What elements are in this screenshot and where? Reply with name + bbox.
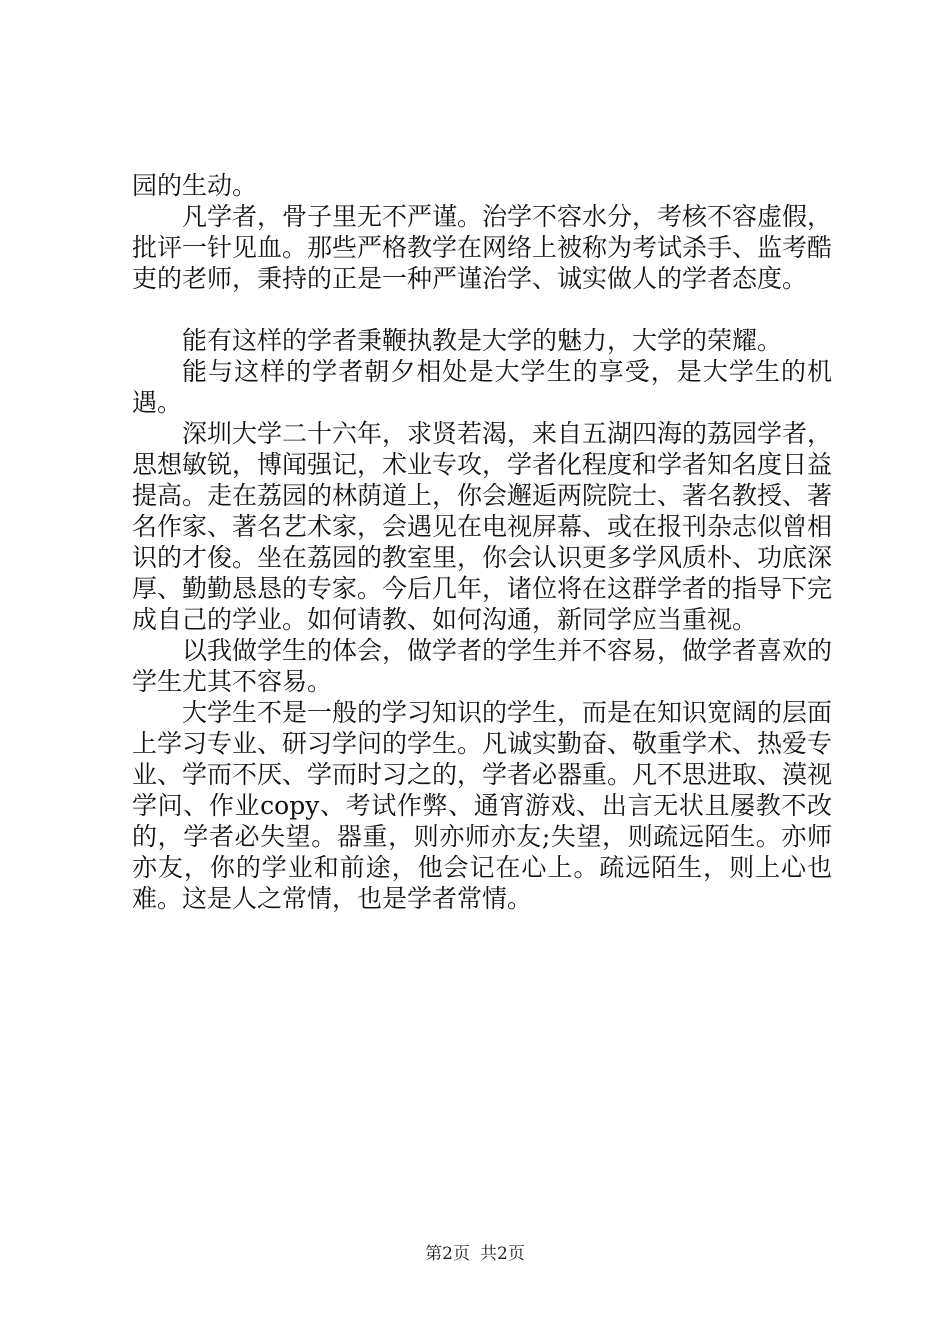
paragraph-opportunity: 能与这样的学者朝夕相处是大学生的享受，是大学生的机遇。 <box>132 357 832 417</box>
page-number-current: 第2页 <box>425 1244 470 1264</box>
page-number-total: 共2页 <box>480 1244 525 1264</box>
paragraph-rigor: 凡学者，骨子里无不严谨。治学不容水分，考核不容虚假，批评一针见血。那些严格教学在网络上被称为考试杀手、监考酷吏的老师，秉持的正是一种严谨治学、诚实做人的学者态度。 <box>132 202 833 293</box>
paragraph-charm: 能有这样的学者秉鞭执教是大学的魅力，大学的荣耀。 <box>182 326 783 355</box>
page-footer <box>0 1243 950 1265</box>
document-body <box>132 170 832 914</box>
paragraph-shenzhen-university: 深圳大学二十六年，求贤若渴，来自五湖四海的荔园学者，思想敏锐，博闻强记，术业专攻，学者化程度和学者知名度日益提高。走在荔园的林荫道上，你会邂逅两院院士、著名教授、著名作家、著名艺术家，会遇见在电视屏幕、或在报刊杂志似曾相识的才俊。坐在荔园的教室里，你会认识更多学风质朴、功底深厚、勤勤恳恳的专家。今后几年，诸位将在这群学者的指导下完成自己的学业。如何请教、如何沟通，新同学应当重视。 <box>132 419 833 634</box>
paragraph-continuation: 园的生动。 <box>132 171 258 200</box>
paragraph-university-students: 大学生不是一般的学习知识的学生，而是在知识宽阔的层面上学习专业、研习学问的学生。凡诚实勤奋、敬重学术、热爱专业、学而不厌、学而时习之的，学者必器重。凡不思进取、漠视学问、作业copy、考试作弊、通宵游戏、出言无状且屡教不改的，学者必失望。器重，则亦师亦友;失望，则疏远陌生。亦师亦友，你的学业和前途，他会记在心上。疏远陌生，则上心也难。这是人之常情，也是学者常情。 <box>132 698 833 913</box>
paragraph-experience: 以我做学生的体会，做学者的学生并不容易，做学者喜欢的学生尤其不容易。 <box>132 636 833 696</box>
